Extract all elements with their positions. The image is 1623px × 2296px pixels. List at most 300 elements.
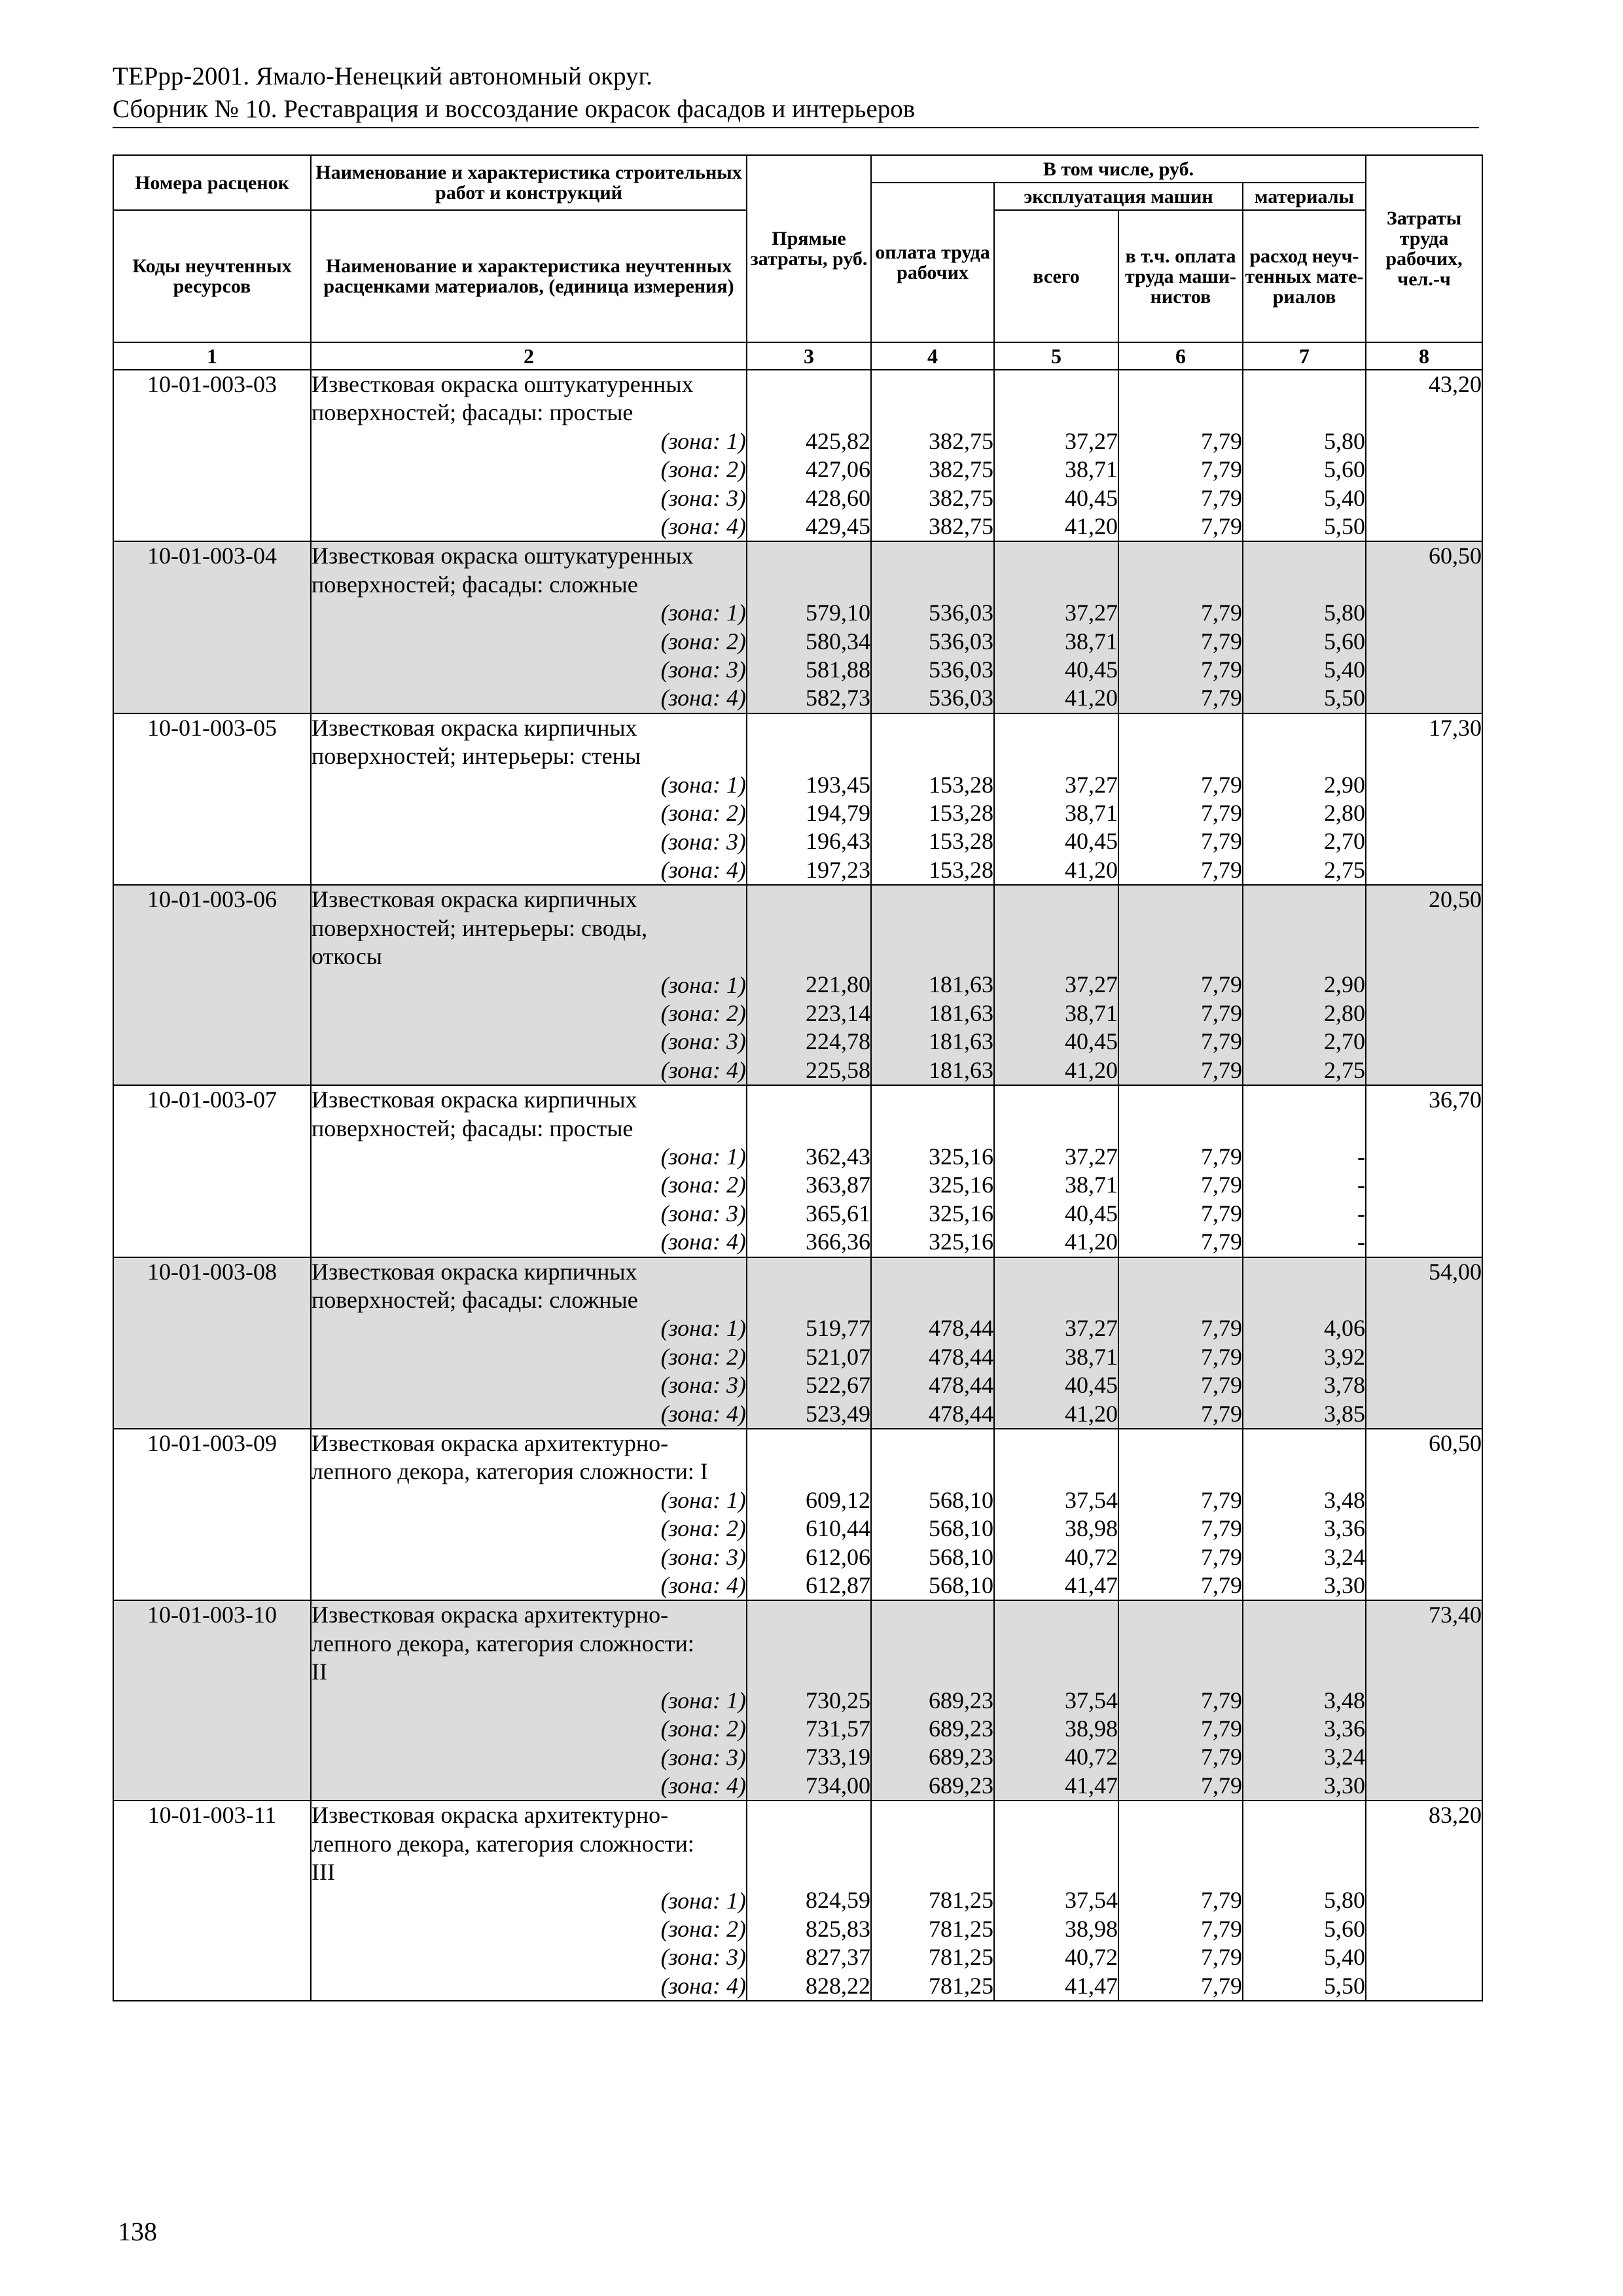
spacer	[747, 1258, 870, 1286]
machinist-pay-value: 7,79	[1201, 1944, 1242, 1971]
materials-value: 5,60	[1324, 628, 1366, 655]
zone-label: (зона: 1)	[660, 971, 746, 998]
spacer	[747, 542, 870, 570]
worker-pay-value: 153,28	[929, 800, 993, 827]
direct-cost-value: 428,60	[806, 484, 870, 511]
spacer	[1119, 571, 1242, 599]
spacer	[1243, 571, 1365, 599]
description-line: II	[312, 1659, 327, 1685]
numeric-cell	[747, 1257, 871, 1429]
spacer	[747, 1830, 870, 1858]
worker-pay-value: 478,44	[929, 1343, 993, 1370]
worker-pay-value: 325,16	[929, 1143, 993, 1170]
materials-value: 3,85	[1324, 1400, 1366, 1427]
direct-cost-value: 224,78	[806, 1028, 870, 1055]
table-row	[113, 1600, 1482, 1801]
spacer	[1119, 914, 1242, 942]
numeric-cell	[871, 1257, 994, 1429]
materials-value: 2,75	[1324, 1056, 1366, 1083]
description-line: Известковая окраска архитектурно-	[312, 1802, 669, 1829]
rate-description	[311, 1600, 747, 1801]
direct-cost-value: 522,67	[806, 1372, 870, 1399]
spacer	[995, 571, 1118, 599]
numeric-cell	[1243, 1429, 1366, 1600]
header-material-name: Наименование и характеристика неучтенных расценками материалов, (единица измерения)	[311, 210, 747, 342]
col-number: 1	[113, 342, 311, 370]
spacer	[1119, 1086, 1242, 1114]
materials-value: -	[1357, 1229, 1366, 1255]
description-line: Известковая окраска кирпичных	[312, 886, 637, 913]
header-machinist-pay: в т.ч. оплата труда маши-нистов	[1118, 210, 1243, 342]
materials-value: 5,40	[1324, 484, 1366, 511]
worker-pay-value: 181,63	[929, 1056, 993, 1083]
zone-label: (зона: 2)	[660, 628, 746, 655]
machine-total-value: 38,71	[1065, 1343, 1118, 1370]
spacer	[1119, 1258, 1242, 1286]
numeric-cell	[871, 885, 994, 1085]
machine-total-value: 37,54	[1065, 1486, 1118, 1513]
machinist-pay-value: 7,79	[1201, 1571, 1242, 1598]
worker-pay-value: 382,75	[929, 427, 993, 454]
machine-total-value: 38,98	[1065, 1515, 1118, 1542]
rate-code: 10-01-003-06	[113, 885, 311, 1085]
description-line: поверхностей; фасады: сложные	[312, 1287, 638, 1313]
table-row	[113, 885, 1482, 1085]
numeric-cell	[871, 1600, 994, 1801]
machinist-pay-value: 7,79	[1201, 628, 1242, 655]
direct-cost-value: 581,88	[806, 656, 870, 683]
worker-pay-value: 536,03	[929, 600, 993, 626]
spacer	[872, 1429, 993, 1458]
rate-description	[311, 713, 747, 885]
machinist-pay-value: 7,79	[1201, 828, 1242, 855]
spacer	[995, 1658, 1118, 1686]
spacer	[1243, 370, 1365, 399]
zone-label: (зона: 1)	[660, 600, 746, 626]
machine-total-value: 38,71	[1065, 628, 1118, 655]
zone-label: (зона: 4)	[660, 1400, 746, 1427]
spacer	[1243, 1086, 1365, 1114]
description-line: Известковая окраска кирпичных	[312, 714, 637, 741]
machine-total-value: 38,71	[1065, 800, 1118, 827]
spacer	[872, 1658, 993, 1686]
spacer	[995, 914, 1118, 942]
materials-value: 5,80	[1324, 600, 1366, 626]
materials-value: 2,80	[1324, 800, 1366, 827]
materials-value: 5,60	[1324, 1915, 1366, 1942]
direct-cost-value: 828,22	[806, 1972, 870, 1999]
spacer	[1243, 1830, 1365, 1858]
zone-label: (зона: 3)	[660, 1744, 746, 1770]
rate-description	[311, 1801, 747, 2001]
zone-label: (зона: 3)	[660, 656, 746, 683]
spacer	[872, 370, 993, 399]
rate-description	[311, 1257, 747, 1429]
table-row	[113, 1257, 1482, 1429]
spacer	[747, 1429, 870, 1458]
labor-cost-value: 54,00	[1366, 1257, 1482, 1429]
table-row	[113, 713, 1482, 885]
spacer	[995, 1830, 1118, 1858]
table-row	[113, 1801, 1482, 2001]
materials-value: 2,90	[1324, 971, 1366, 998]
zone-label: (зона: 2)	[660, 999, 746, 1026]
machine-total-value: 37,54	[1065, 1687, 1118, 1713]
direct-cost-value: 366,36	[806, 1229, 870, 1255]
direct-cost-value: 612,87	[806, 1571, 870, 1598]
worker-pay-value: 536,03	[929, 656, 993, 683]
numeric-cell	[747, 1085, 871, 1257]
zone-label: (зона: 2)	[660, 1343, 746, 1370]
spacer	[1119, 1458, 1242, 1486]
header-including: В том числе, руб.	[871, 155, 1366, 183]
numeric-cell	[994, 1600, 1118, 1801]
description-line: Известковая окраска кирпичных	[312, 1258, 637, 1285]
numeric-cell	[994, 1257, 1118, 1429]
worker-pay-value: 325,16	[929, 1172, 993, 1198]
zone-label: (зона: 3)	[660, 1372, 746, 1399]
spacer	[747, 942, 870, 971]
machinist-pay-value: 7,79	[1201, 1172, 1242, 1198]
machine-total-value: 41,20	[1065, 856, 1118, 883]
machine-total-value: 38,71	[1065, 999, 1118, 1026]
materials-value: 3,24	[1324, 1543, 1366, 1570]
numeric-cell	[1243, 1600, 1366, 1801]
materials-value: 3,78	[1324, 1372, 1366, 1399]
materials-value: 5,50	[1324, 685, 1366, 711]
numeric-cell	[871, 370, 994, 541]
zone-label: (зона: 1)	[660, 1315, 746, 1342]
rate-description	[311, 370, 747, 541]
materials-value: 5,80	[1324, 1887, 1366, 1914]
header-work-name: Наименование и характеристика строительных работ и конструкций	[311, 155, 747, 210]
machinist-pay-value: 7,79	[1201, 600, 1242, 626]
spacer	[747, 886, 870, 914]
description-line: Известковая окраска архитектурно-	[312, 1430, 669, 1457]
machinist-pay-value: 7,79	[1201, 1056, 1242, 1083]
header-unaccounted-materials: расход неуч-тенных мате-риалов	[1243, 210, 1366, 342]
zone-label: (зона: 3)	[660, 828, 746, 855]
materials-value: 3,24	[1324, 1744, 1366, 1770]
worker-pay-value: 536,03	[929, 628, 993, 655]
spacer	[1243, 1258, 1365, 1286]
header-worker-pay: оплата труда рабочих	[871, 183, 994, 342]
machine-total-value: 40,45	[1065, 484, 1118, 511]
numeric-cell	[994, 1429, 1118, 1600]
direct-cost-value: 609,12	[806, 1486, 870, 1513]
spacer	[1119, 742, 1242, 770]
spacer	[1119, 1801, 1242, 1829]
numeric-cell	[747, 541, 871, 713]
direct-cost-value: 425,82	[806, 427, 870, 454]
machine-total-value: 40,45	[1065, 1028, 1118, 1055]
machinist-pay-value: 7,79	[1201, 1687, 1242, 1713]
machinist-pay-value: 7,79	[1201, 1343, 1242, 1370]
spacer	[872, 1258, 993, 1286]
direct-cost-value: 580,34	[806, 628, 870, 655]
materials-value: 5,50	[1324, 512, 1366, 539]
direct-cost-value: 825,83	[806, 1915, 870, 1942]
worker-pay-value: 153,28	[929, 856, 993, 883]
col-number: 6	[1118, 342, 1243, 370]
zone-label: (зона: 1)	[660, 1687, 746, 1713]
machinist-pay-value: 7,79	[1201, 1143, 1242, 1170]
header-machine-operation: эксплуатация машин	[994, 183, 1243, 210]
rate-description	[311, 1429, 747, 1600]
numeric-cell	[747, 370, 871, 541]
table-row	[113, 541, 1482, 713]
numeric-cell	[1118, 1600, 1243, 1801]
rate-code: 10-01-003-05	[113, 713, 311, 885]
numeric-cell	[1243, 1801, 1366, 2001]
spacer	[872, 1630, 993, 1658]
spacer	[872, 571, 993, 599]
spacer	[995, 1858, 1118, 1886]
spacer	[872, 1458, 993, 1486]
worker-pay-value: 781,25	[929, 1915, 993, 1942]
zone-label: (зона: 4)	[660, 1572, 746, 1599]
machine-total-value: 37,54	[1065, 1887, 1118, 1914]
rate-description	[311, 1085, 747, 1257]
direct-cost-value: 193,45	[806, 771, 870, 798]
description-line: Известковая окраска архитектурно-	[312, 1602, 669, 1628]
spacer	[1243, 1658, 1365, 1686]
worker-pay-value: 689,23	[929, 1772, 993, 1799]
col-number: 7	[1243, 342, 1366, 370]
spacer	[1119, 942, 1242, 971]
machine-total-value: 40,72	[1065, 1744, 1118, 1770]
numeric-cell	[1243, 713, 1366, 885]
spacer	[747, 1115, 870, 1143]
page-number: 138	[118, 2217, 157, 2246]
worker-pay-value: 689,23	[929, 1687, 993, 1713]
zone-label: (зона: 4)	[660, 1056, 746, 1083]
zone-label: (зона: 3)	[660, 484, 746, 511]
header-resource-codes: Коды неучтенных ресурсов	[113, 210, 311, 342]
worker-pay-value: 153,28	[929, 771, 993, 798]
numeric-cell	[994, 713, 1118, 885]
machine-total-value: 41,20	[1065, 685, 1118, 711]
materials-value: -	[1357, 1143, 1366, 1170]
machine-total-value: 41,20	[1065, 512, 1118, 539]
numeric-cell	[747, 713, 871, 885]
numeric-cell	[1243, 1085, 1366, 1257]
machinist-pay-value: 7,79	[1201, 456, 1242, 483]
numeric-cell	[994, 541, 1118, 713]
machinist-pay-value: 7,79	[1201, 1772, 1242, 1799]
materials-value: 3,36	[1324, 1715, 1366, 1742]
machine-total-value: 41,47	[1065, 1772, 1118, 1799]
machinist-pay-value: 7,79	[1201, 1515, 1242, 1542]
numeric-cell	[994, 370, 1118, 541]
materials-value: 3,36	[1324, 1515, 1366, 1542]
zone-label: (зона: 4)	[660, 856, 746, 883]
spacer	[872, 1115, 993, 1143]
direct-cost-value: 362,43	[806, 1143, 870, 1170]
spacer	[1243, 714, 1365, 742]
spacer	[1243, 1286, 1365, 1314]
materials-value: 5,50	[1324, 1972, 1366, 1999]
spacer	[872, 1830, 993, 1858]
machine-total-value: 37,27	[1065, 1143, 1118, 1170]
materials-value: 3,92	[1324, 1343, 1366, 1370]
spacer	[1119, 1115, 1242, 1143]
col-number: 2	[311, 342, 747, 370]
spacer	[747, 1458, 870, 1486]
spacer	[872, 942, 993, 971]
materials-value: 2,90	[1324, 771, 1366, 798]
description-line: поверхностей; интерьеры: стены	[312, 743, 641, 770]
worker-pay-value: 382,75	[929, 512, 993, 539]
machine-total-value: 40,72	[1065, 1944, 1118, 1971]
numeric-cell	[994, 885, 1118, 1085]
machine-total-value: 41,20	[1065, 1056, 1118, 1083]
table-header	[113, 155, 1482, 370]
description-line: Известковая окраска кирпичных	[312, 1086, 637, 1113]
machinist-pay-value: 7,79	[1201, 971, 1242, 998]
spacer	[872, 1601, 993, 1629]
machine-total-value: 37,27	[1065, 771, 1118, 798]
description-line: Известковая окраска оштукатуренных	[312, 371, 694, 397]
machinist-pay-value: 7,79	[1201, 1972, 1242, 1999]
worker-pay-value: 568,10	[929, 1571, 993, 1598]
spacer	[995, 1429, 1118, 1458]
labor-cost-value: 60,50	[1366, 1429, 1482, 1600]
header-direct-costs: Прямые затраты, руб.	[747, 155, 871, 342]
worker-pay-value: 478,44	[929, 1315, 993, 1342]
direct-cost-value: 521,07	[806, 1343, 870, 1370]
machine-total-value: 38,71	[1065, 1172, 1118, 1198]
machinist-pay-value: 7,79	[1201, 512, 1242, 539]
header-labor-costs: Затраты труда рабочих, чел.-ч	[1366, 155, 1482, 342]
machinist-pay-value: 7,79	[1201, 484, 1242, 511]
direct-cost-value: 194,79	[806, 800, 870, 827]
worker-pay-value: 689,23	[929, 1744, 993, 1770]
numeric-cell	[871, 713, 994, 885]
spacer	[747, 742, 870, 770]
description-line: лепного декора, категория сложности: I	[312, 1458, 708, 1485]
spacer	[747, 399, 870, 427]
rate-code: 10-01-003-08	[113, 1257, 311, 1429]
worker-pay-value: 382,75	[929, 484, 993, 511]
spacer	[872, 1801, 993, 1829]
worker-pay-value: 181,63	[929, 1028, 993, 1055]
spacer	[1243, 1601, 1365, 1629]
spacer	[747, 370, 870, 399]
spacer	[1243, 542, 1365, 570]
zone-label: (зона: 2)	[660, 1715, 746, 1742]
direct-cost-value: 519,77	[806, 1315, 870, 1342]
description-line: лепного декора, категория сложности:	[312, 1630, 694, 1657]
zone-label: (зона: 1)	[660, 427, 746, 454]
materials-value: 5,80	[1324, 427, 1366, 454]
numeric-cell	[747, 1600, 871, 1801]
machine-total-value: 38,98	[1065, 1715, 1118, 1742]
numeric-cell	[1243, 370, 1366, 541]
col-number: 8	[1366, 342, 1482, 370]
machinist-pay-value: 7,79	[1201, 685, 1242, 711]
spacer	[872, 886, 993, 914]
spacer	[747, 1801, 870, 1829]
machine-total-value: 40,45	[1065, 656, 1118, 683]
worker-pay-value: 781,25	[929, 1972, 993, 1999]
machinist-pay-value: 7,79	[1201, 771, 1242, 798]
description-line: откосы	[312, 943, 382, 970]
zone-label: (зона: 1)	[660, 771, 746, 798]
spacer	[995, 1458, 1118, 1486]
worker-pay-value: 689,23	[929, 1715, 993, 1742]
worker-pay-value: 781,25	[929, 1944, 993, 1971]
materials-value: 4,06	[1324, 1315, 1366, 1342]
labor-cost-value: 36,70	[1366, 1085, 1482, 1257]
spacer	[1119, 399, 1242, 427]
spacer	[747, 914, 870, 942]
machine-total-value: 40,45	[1065, 828, 1118, 855]
direct-cost-value: 730,25	[806, 1687, 870, 1713]
header-title: ТЕРрр-2001. Ямало-Ненецкий автономный округ.	[113, 62, 652, 90]
spacer	[995, 1630, 1118, 1658]
zone-label: (зона: 2)	[660, 800, 746, 827]
spacer	[1119, 1601, 1242, 1629]
materials-value: 2,80	[1324, 999, 1366, 1026]
spacer	[872, 399, 993, 427]
zone-label: (зона: 1)	[660, 1887, 746, 1914]
spacer	[1119, 886, 1242, 914]
worker-pay-value: 181,63	[929, 971, 993, 998]
spacer	[995, 886, 1118, 914]
machine-total-value: 40,45	[1065, 1200, 1118, 1227]
spacer	[1119, 1830, 1242, 1858]
worker-pay-value: 568,10	[929, 1543, 993, 1570]
machinist-pay-value: 7,79	[1201, 1486, 1242, 1513]
rate-code: 10-01-003-11	[113, 1801, 311, 2001]
machinist-pay-value: 7,79	[1201, 1200, 1242, 1227]
direct-cost-value: 363,87	[806, 1172, 870, 1198]
machinist-pay-value: 7,79	[1201, 1229, 1242, 1255]
rate-description	[311, 541, 747, 713]
materials-value: 5,40	[1324, 656, 1366, 683]
spacer	[872, 714, 993, 742]
spacer	[1119, 370, 1242, 399]
col-number: 5	[994, 342, 1118, 370]
numeric-cell	[871, 1429, 994, 1600]
numeric-cell	[747, 885, 871, 1085]
machine-total-value: 40,72	[1065, 1543, 1118, 1570]
spacer	[1243, 1429, 1365, 1458]
worker-pay-value: 325,16	[929, 1229, 993, 1255]
numeric-cell	[1118, 713, 1243, 885]
spacer	[995, 542, 1118, 570]
description-line: III	[312, 1859, 335, 1886]
numeric-cell	[1118, 541, 1243, 713]
spacer	[747, 1630, 870, 1658]
spacer	[995, 1801, 1118, 1829]
header-rule	[113, 127, 1479, 128]
spacer	[747, 1658, 870, 1686]
spacer	[995, 370, 1118, 399]
machinist-pay-value: 7,79	[1201, 656, 1242, 683]
zone-label: (зона: 1)	[660, 1486, 746, 1513]
spacer	[995, 942, 1118, 971]
rate-code: 10-01-003-03	[113, 370, 311, 541]
worker-pay-value: 781,25	[929, 1887, 993, 1914]
col-number: 3	[747, 342, 871, 370]
spacer	[995, 1115, 1118, 1143]
materials-value: 5,40	[1324, 1944, 1366, 1971]
spacer	[995, 714, 1118, 742]
numeric-cell	[994, 1801, 1118, 2001]
spacer	[995, 742, 1118, 770]
